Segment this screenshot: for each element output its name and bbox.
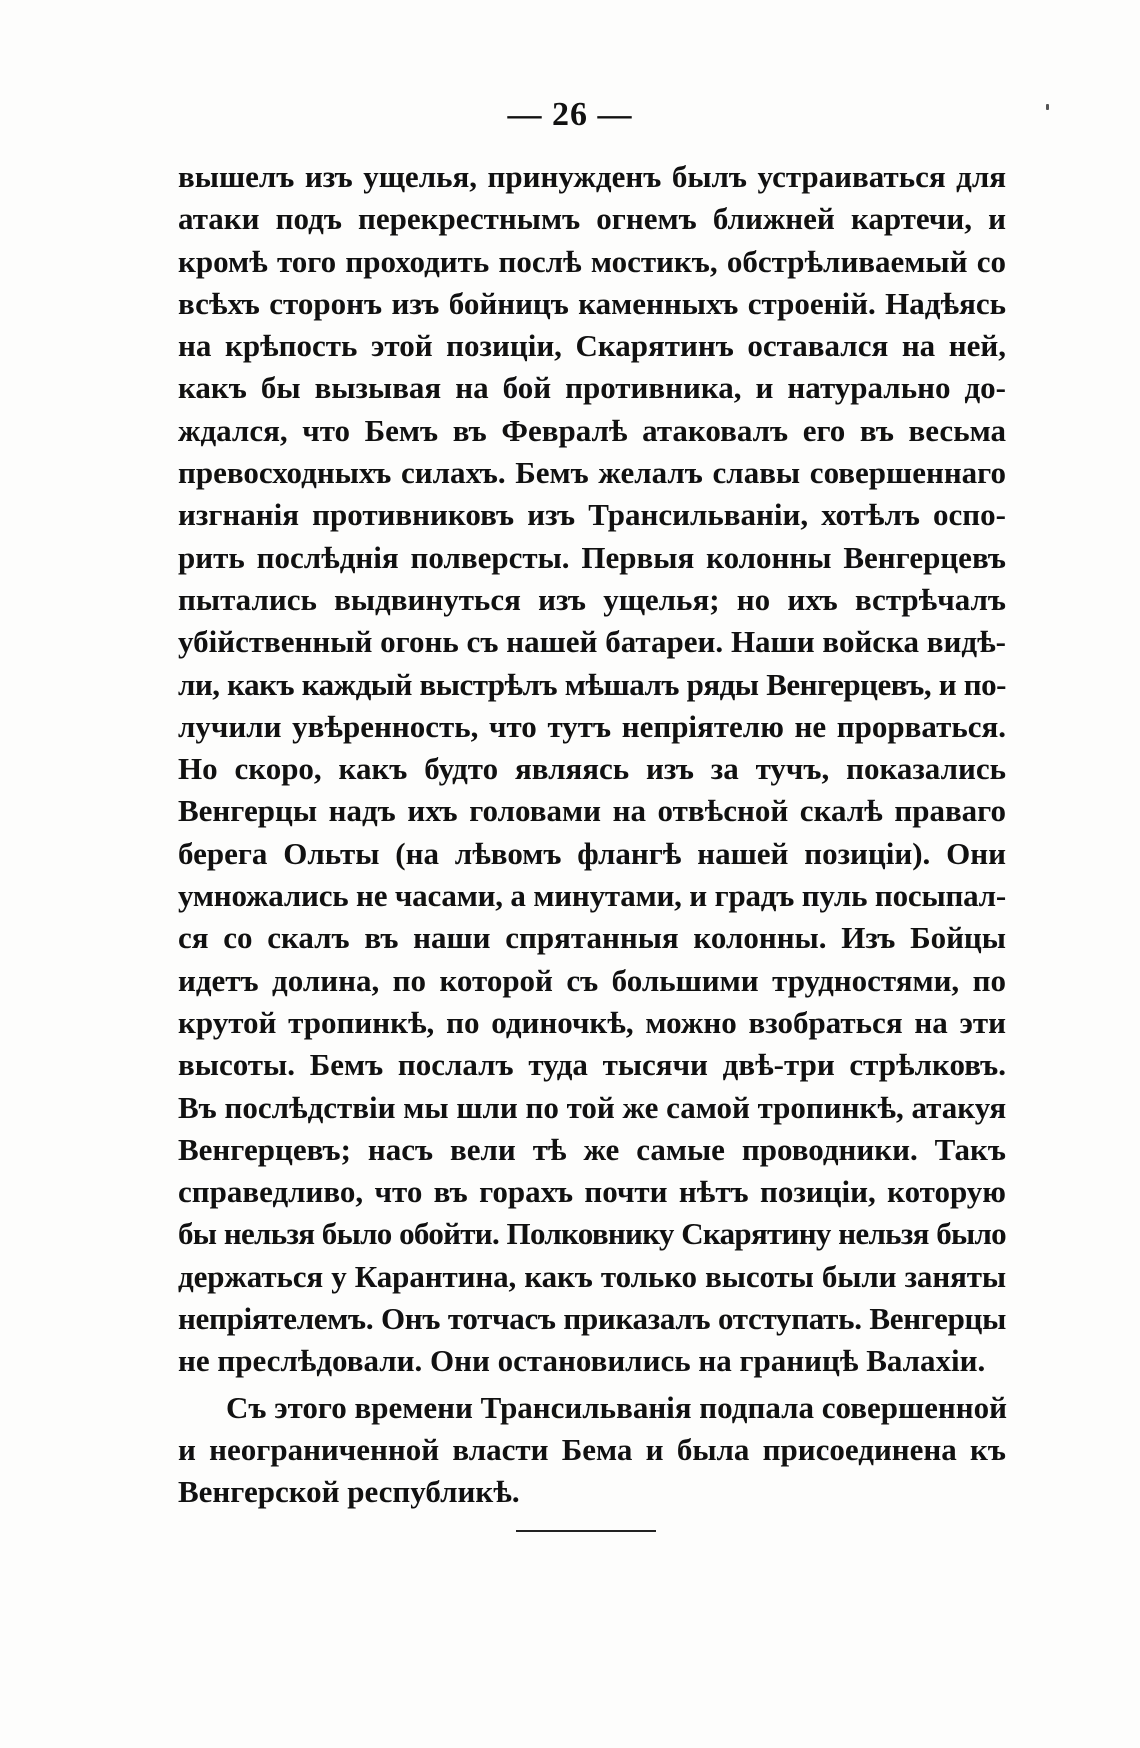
text-line: умножались не часами, а минутами, и градъ пуль посыпал- (178, 878, 1006, 914)
text-line: вышелъ изъ ущелья, принужденъ былъ устраиваться для (178, 159, 1006, 194)
text-line: какъ бы вызывая на бой противника, и натурально до- (178, 370, 1006, 406)
text-line: лучили увѣренность, что тутъ непріятелю не прорваться. (178, 708, 1006, 744)
text-line: держаться у Карантина, какъ только высоты были заняты (178, 1258, 1006, 1294)
end-of-chapter-rule (516, 1530, 656, 1532)
text-line: изгнанія противниковъ изъ Трансильваніи, хотѣлъ оспо- (178, 497, 1006, 533)
text-line: крутой тропинкѣ, по одиночкѣ, можно взобраться на эти (178, 1004, 1006, 1040)
text-line: и неограниченной власти Бема и была присоединена къ (178, 1431, 1006, 1467)
paragraph-2 (178, 1387, 1006, 1514)
text-line: Венгерцевъ; насъ вели тѣ же самые проводники. Такъ (178, 1131, 1006, 1167)
text-line: ждался, что Бемъ въ Февралѣ атаковалъ его въ весьма (178, 412, 1006, 448)
text-line: Съ этого времени Трансильванія подпала совершенной (226, 1389, 1007, 1425)
text-line: ся со скалъ въ наши спрятанныя колонны. Изъ Бойцы (178, 920, 1006, 956)
text-line: кромѣ того проходить послѣ мостикъ, обстрѣливаемый со (178, 243, 1006, 279)
text-line: Венгерцы надъ ихъ головами на отвѣсной скалѣ праваго (178, 793, 1006, 829)
body-text (178, 156, 1006, 1514)
paragraph-1 (178, 156, 1006, 1383)
text-line: всѣхъ сторонъ изъ бойницъ каменныхъ строеній. Надѣясь (178, 285, 1006, 321)
text-line: убійственный огонь съ нашей батареи. Наши войска видѣ- (178, 624, 1006, 660)
text-line: непріятелемъ. Онъ тотчасъ приказалъ отступать. Венгерцы (178, 1301, 1006, 1337)
text-line: пытались выдвинуться изъ ущелья; но ихъ встрѣчалъ (178, 581, 1006, 617)
text-line: берега Ольты (на лѣвомъ флангѣ нашей позиціи). Они (178, 835, 1006, 871)
text-line: не преслѣдовали. Они остановились на границѣ Валахіи. (178, 1343, 986, 1379)
text-line: высоты. Бемъ послалъ туда тысячи двѣ-три стрѣлковъ. (178, 1047, 1006, 1083)
text-line: Венгерской республикѣ. (178, 1474, 520, 1510)
text-line: идетъ долина, по которой съ большими трудностями, по (178, 962, 1006, 998)
text-line: бы нельзя было обойти. Полковнику Скарятину нельзя было (178, 1216, 1006, 1252)
text-line: атаки подъ перекрестнымъ огнемъ ближней картечи, и (178, 201, 1006, 237)
text-line: Въ послѣдствіи мы шли по той же самой тропинкѣ, атакуя (178, 1089, 1007, 1125)
page-number: — 26 — (507, 96, 633, 133)
text-line: справедливо, что въ горахъ почти нѣтъ позиціи, которую (178, 1174, 1006, 1210)
text-line: ли, какъ каждый выстрѣлъ мѣшалъ ряды Венгерцевъ, и по- (178, 666, 1006, 702)
text-line: рить послѣднія полверсты. Первыя колонны Венгерцевъ (178, 539, 1006, 575)
text-line: Но скоро, какъ будто являясь изъ за тучъ, показались (178, 751, 1006, 787)
text-line: превосходныхъ силахъ. Бемъ желалъ славы совершеннаго (178, 455, 1006, 491)
text-line: на крѣпость этой позиціи, Скарятинъ оставался на ней, (178, 328, 1006, 364)
